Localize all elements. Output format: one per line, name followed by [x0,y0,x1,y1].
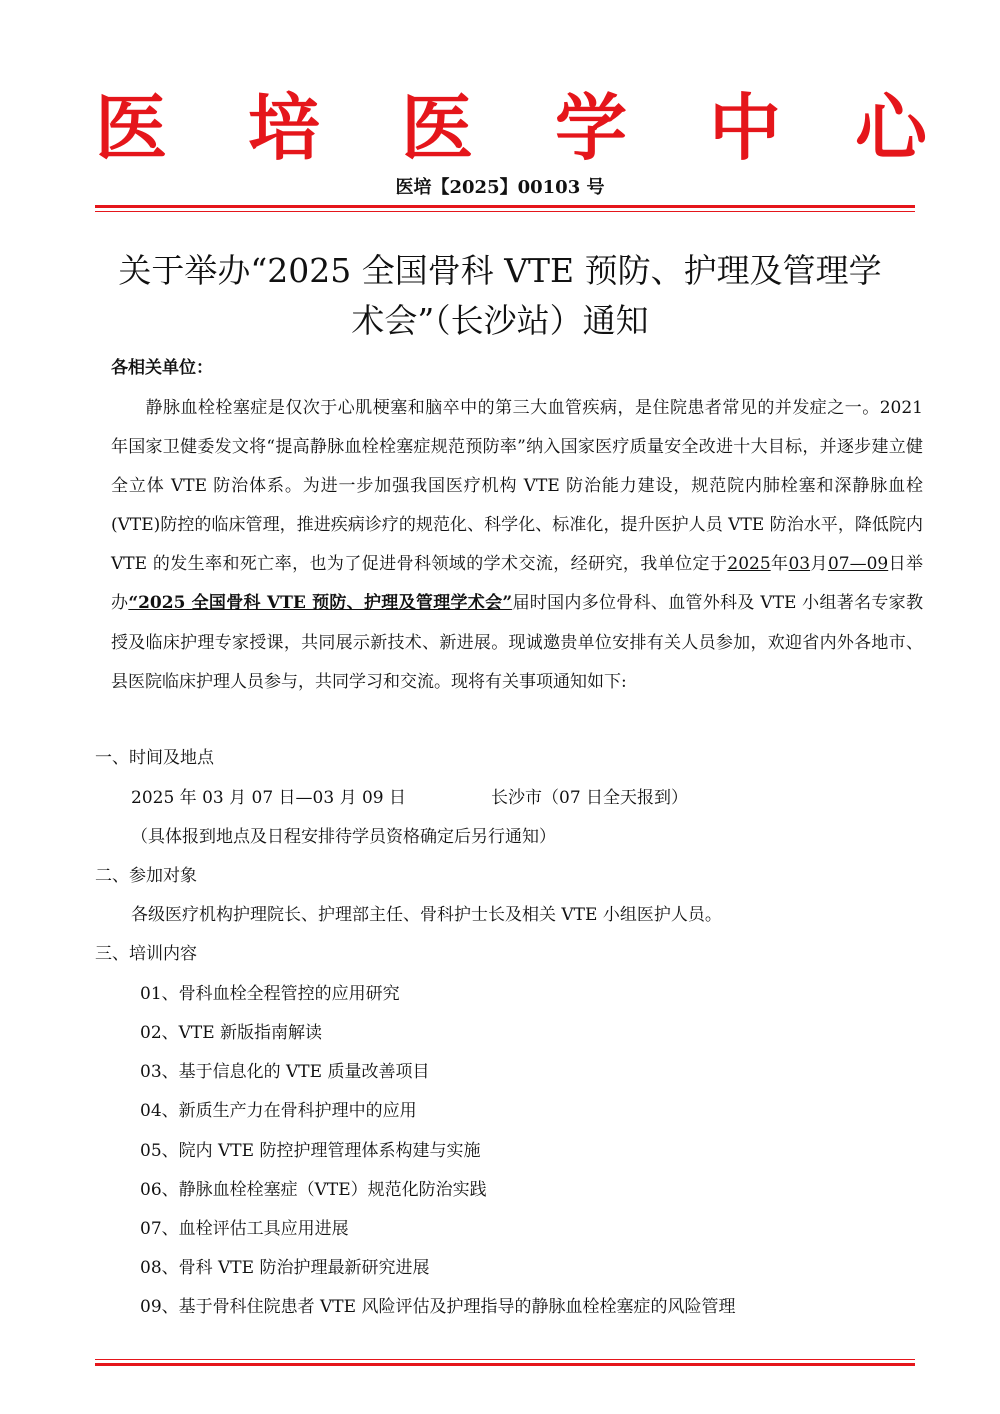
training-item: 01、骨科血栓全程管控的应用研究 [140,984,400,1004]
training-item: 08、骨科 VTE 防治护理最新研究进展 [140,1258,430,1278]
month-char: 月 [810,554,828,575]
year-char: 年 [770,554,789,575]
event-date-month: 03 [788,554,811,575]
org-name-char: 学 [555,85,628,170]
document-number: 医培【2025】00103 号 [395,177,605,198]
training-item: 09、基于骨科住院患者 VTE 风险评估及护理指导的静脉血栓栓塞症的风险管理 [140,1297,736,1317]
intro-paragraph [111,389,923,702]
footer-divider-thin [95,1359,915,1360]
notice-title [80,246,920,346]
org-name-char: 医 [401,85,474,170]
section-heading-participants: 二、参加对象 [95,866,197,886]
event-name: “2025 全国骨科 VTE 预防、护理及管理学术会” [128,593,513,614]
salutation: 各相关单位： [111,358,213,378]
section-heading-time-place: 一、时间及地点 [95,748,214,768]
event-date-days: 07—09 [827,554,889,575]
intro-text-part1: 静脉血栓栓塞症是仅次于心肌梗塞和脑卒中的第三大血管疾病，是住院患者常见的并发症之一。2021 年国家卫健委发文将“提高静脉血栓栓塞症规范预防率”纳入国家医疗质量安全改进十大目标，并逐步建立健全立体 VTE 防治体系。为进一步加强我国医疗机构 VTE 防治能力建设，规范院内肺栓塞和深静脉血栓(VTE)防控的临床管理，推进疾病诊疗的规范化、科学化、标准化，提升医护人员 VTE 防治水平，降低院内 VTE 的发生率和死亡率，也为了促进骨科领域的学术交流，经研究，我单位定于 [111,398,923,575]
training-item: 04、新质生产力在骨科护理中的应用 [140,1101,417,1121]
header-divider-thin [95,211,915,212]
day-char: 日举办 [111,554,924,614]
org-name-char: 医 [95,85,168,170]
training-item: 03、基于信息化的 VTE 质量改善项目 [140,1062,430,1082]
org-name-char: 中 [709,85,782,170]
notice-title-line2: 术会”（长沙站）通知 [351,301,649,340]
header-divider-thick [95,205,915,208]
org-name-heading [95,85,928,170]
org-name-char: 培 [248,85,321,170]
training-item: 05、院内 VTE 防控护理管理体系构建与实施 [140,1141,481,1161]
org-name-char: 心 [855,85,928,170]
intro-text-part2: 届时国内多位骨科、血管外科及 VTE 小组著名专家教授及临床护理专家授课，共同展示新技术、新进展。现诚邀贵单位安排有关人员参加，欢迎省内外各地市、县医院临床护理人员参与，共同学习和交流。现将有关事项通知如下: [111,593,923,692]
footer-divider-thick [95,1363,915,1366]
event-date-year: 2025 [727,554,771,575]
participants-text: 各级医疗机构护理院长、护理部主任、骨科护士长及相关 VTE 小组医护人员。 [131,905,722,925]
training-item: 02、VTE 新版指南解读 [140,1023,323,1043]
event-date-range: 2025 年 03 月 07 日—03 月 09 日 [131,788,407,808]
event-location: 长沙市（07 日全天报到） [491,788,689,808]
notice-title-line1: 关于举办“2025 全国骨科 VTE 预防、护理及管理学 [118,251,882,290]
training-item: 07、血栓评估工具应用进展 [140,1219,349,1239]
section-heading-training-content: 三、培训内容 [95,944,197,964]
registration-note: （具体报到地点及日程安排待学员资格确定后另行通知） [131,827,556,847]
training-item: 06、静脉血栓栓塞症（VTE）规范化防治实践 [140,1180,487,1200]
